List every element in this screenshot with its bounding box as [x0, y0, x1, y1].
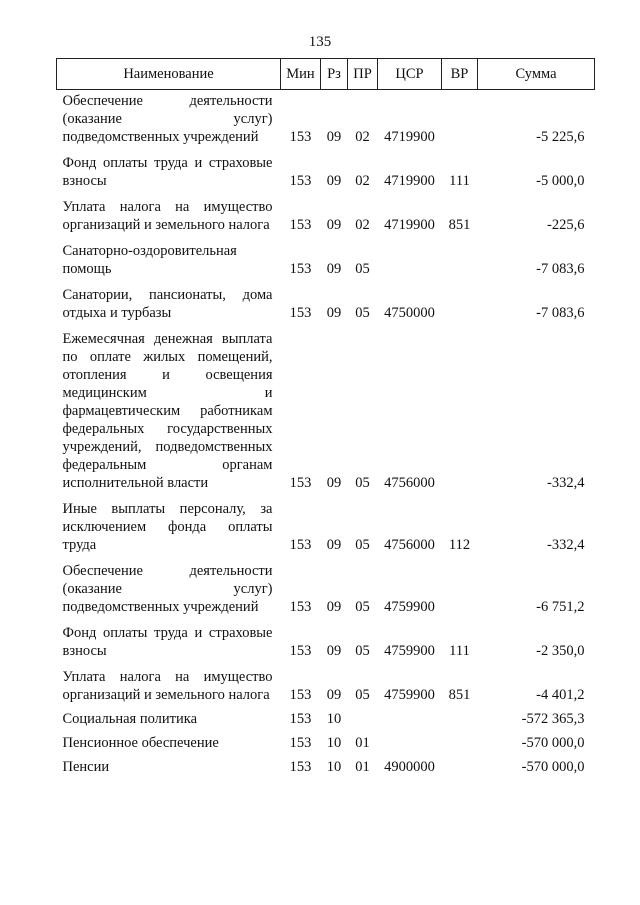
row-pr: 02: [355, 173, 370, 189]
table-row: [57, 492, 595, 554]
row-csr: 4719900: [384, 129, 435, 145]
table-row: [57, 278, 595, 322]
row-pr: 02: [355, 217, 370, 233]
row-min: 153: [289, 129, 312, 145]
row-pr: 05: [355, 687, 370, 703]
row-min: 153: [289, 735, 312, 751]
row-min: 153: [289, 643, 312, 659]
table-row: [57, 752, 595, 776]
row-pr: 01: [355, 759, 370, 775]
row-name: Пенсии: [62, 759, 110, 775]
page-number: 135: [308, 34, 332, 50]
row-min: 153: [289, 305, 312, 321]
table-row: [57, 616, 595, 660]
row-rz: 09: [326, 261, 342, 277]
header-csr: ЦСР: [378, 59, 442, 90]
table-row: [57, 728, 595, 752]
row-min: 153: [289, 217, 312, 233]
row-vr: [442, 554, 478, 616]
header-pr: ПР: [348, 59, 378, 90]
table-row: [57, 90, 595, 147]
row-sum: -2 350,0: [536, 643, 585, 659]
row-name: Социальная политика: [62, 711, 198, 727]
table-row: [57, 190, 595, 234]
row-sum: -570 000,0: [521, 759, 585, 775]
row-min: 153: [289, 711, 312, 727]
row-pr: 05: [355, 643, 370, 659]
row-name: Уплата налога на имущество организаций и земельного налога: [62, 199, 273, 233]
row-sum: -5 225,6: [536, 129, 585, 145]
budget-table: [56, 58, 595, 776]
row-name: Пенсионное обеспечение: [62, 735, 219, 751]
row-vr: [442, 728, 478, 752]
row-sum: -225,6: [547, 217, 585, 233]
row-name: Санатории, пансионаты, дома отдыха и турбазы: [62, 287, 273, 321]
row-vr: [442, 90, 478, 147]
row-vr: [442, 704, 478, 728]
row-vr: [442, 322, 478, 492]
row-rz: 10: [326, 735, 342, 751]
row-csr: 4719900: [384, 217, 435, 233]
row-rz: 09: [326, 173, 342, 189]
row-min: 153: [289, 537, 312, 553]
row-sum: -4 401,2: [536, 687, 585, 703]
row-sum: -6 751,2: [536, 599, 585, 615]
row-csr: 4756000: [384, 475, 435, 491]
row-pr: 05: [355, 261, 370, 277]
row-min: 153: [289, 687, 312, 703]
row-pr: 05: [355, 305, 370, 321]
row-sum: -332,4: [547, 537, 585, 553]
table-header-row: [57, 59, 595, 90]
row-csr: [378, 704, 442, 728]
row-vr: 112: [448, 537, 471, 553]
row-sum: -7 083,6: [536, 305, 585, 321]
row-vr: 851: [448, 217, 471, 233]
row-name: Фонд оплаты труда и страховые взносы: [62, 155, 273, 189]
table-row: [57, 704, 595, 728]
row-csr: 4900000: [384, 759, 435, 775]
table-row: [57, 234, 595, 278]
row-rz: 09: [326, 537, 342, 553]
row-rz: 10: [326, 759, 342, 775]
row-vr: 111: [449, 643, 470, 659]
row-min: 153: [289, 759, 312, 775]
row-vr: [442, 234, 478, 278]
row-rz: 09: [326, 129, 342, 145]
row-csr: 4759900: [384, 643, 435, 659]
row-pr: 05: [355, 599, 370, 615]
row-pr: 05: [355, 537, 370, 553]
row-name: Уплата налога на имущество организаций и земельного налога: [62, 669, 273, 703]
row-sum: -5 000,0: [536, 173, 585, 189]
row-csr: 4756000: [384, 537, 435, 553]
row-min: 153: [289, 261, 312, 277]
row-sum: -570 000,0: [521, 735, 585, 751]
row-rz: 09: [326, 217, 342, 233]
row-rz: 09: [326, 687, 342, 703]
row-pr: [348, 704, 378, 728]
table-row: [57, 660, 595, 704]
row-csr: 4719900: [384, 173, 435, 189]
row-pr: 02: [355, 129, 370, 145]
row-name: Санаторно-оздоровительная помощь: [62, 243, 237, 277]
row-sum: -332,4: [547, 475, 585, 491]
row-pr: 05: [355, 475, 370, 491]
row-name: Иные выплаты персоналу, за исключением фонда оплаты труда: [62, 501, 273, 553]
row-rz: 10: [326, 711, 342, 727]
row-sum: -7 083,6: [536, 261, 585, 277]
row-csr: 4750000: [384, 305, 435, 321]
row-sum: -572 365,3: [521, 711, 585, 727]
row-csr: [378, 234, 442, 278]
row-rz: 09: [326, 475, 342, 491]
header-min: Мин: [281, 59, 321, 90]
row-pr: 01: [355, 735, 370, 751]
row-rz: 09: [326, 599, 342, 615]
header-sum: Сумма: [478, 59, 595, 90]
row-vr: [442, 752, 478, 776]
row-name: Обеспечение деятельности (оказание услуг) подведомственных учреждений: [62, 93, 273, 145]
header-vr: ВР: [442, 59, 478, 90]
row-name: Обеспечение деятельности (оказание услуг) подведомственных учреждений: [62, 563, 273, 615]
row-name: Фонд оплаты труда и страховые взносы: [62, 625, 273, 659]
row-vr: 851: [448, 687, 471, 703]
row-name: Ежемесячная денежная выплата по оплате жилых помещений, отопления и освещения медицинским и фармацевтическим работникам федеральных государственных учреждений, подведомственных федеральным органам исполнительной власти: [62, 331, 273, 491]
header-rz: Рз: [321, 59, 348, 90]
table-body: [57, 90, 595, 777]
row-vr: [442, 278, 478, 322]
row-csr: [378, 728, 442, 752]
row-csr: 4759900: [384, 599, 435, 615]
row-vr: 111: [449, 173, 470, 189]
row-min: 153: [289, 599, 312, 615]
header-name: Наименование: [57, 59, 281, 90]
row-rz: 09: [326, 305, 342, 321]
row-rz: 09: [326, 643, 342, 659]
table-row: [57, 554, 595, 616]
row-min: 153: [289, 173, 312, 189]
table-row: [57, 322, 595, 492]
row-csr: 4759900: [384, 687, 435, 703]
row-min: 153: [289, 475, 312, 491]
table-row: [57, 146, 595, 190]
